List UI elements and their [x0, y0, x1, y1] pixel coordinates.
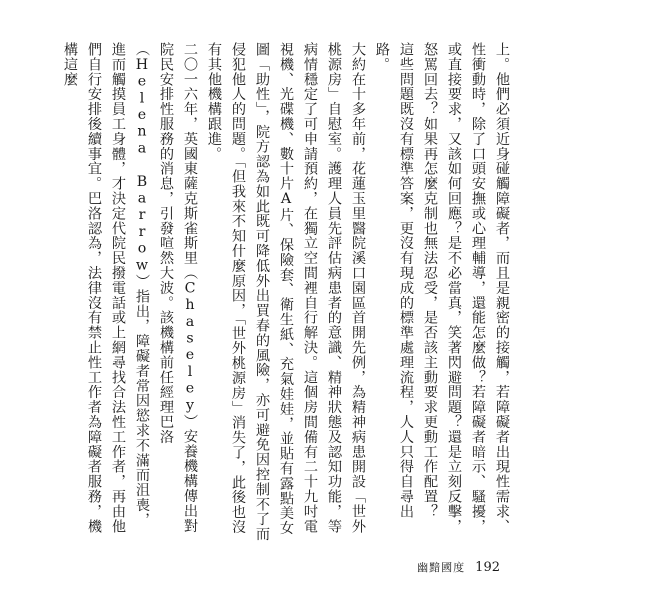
page-footer	[417, 559, 500, 575]
page-number: 192	[475, 560, 500, 575]
body-text-column	[62, 42, 514, 542]
running-title: 幽黯國度	[417, 561, 466, 574]
paragraph-1: 上。他們必須近身碰觸障礙者，而且是親密的接觸，若障礙者出現性需求、性衝動時，除了口頭安撫或心理輔導，還能怎麼做？若障礙者暗示、騷擾，或直接要求，又該如何回應？是不必當真，笑著閃避問題？還是立刻反擊，怒罵回去？如果再怎麼克制也無法忍受，是否該主動要求更動工作配置？	[422, 42, 510, 534]
paragraph-3: 大約在十多年前，花蓮玉里醫院溪口園區首開先例，為精神病患開設「世外桃源房」自慰室。護理人員先評估病患者的意識、精神狀態及認知功能，等病情穩定了可申請預約，在獨立空間裡自行解決。這個房間備有二十九吋電視機、光碟機、數十片A片、保險套、衛生紙、充氣娃娃，並貼有露點美女圖「助性」，院方認為如此既可降低外出買春的風險，亦可避免因控制不了而侵犯他人的問題。「但我來不知什麼原因，「世外桃源房」消失了，此後也沒有其他機構跟進。	[206, 42, 366, 542]
paragraph-2: 這些問題既沒有標準答案，更沒有現成的標準處理流程，人人只得自尋出路。	[374, 42, 414, 519]
paragraph-4: 二〇一六年，英國東薩克斯雀斯里（Chaseley）安養機構傳出對院民安排性服務的消息，引發喧然大波。該機構前任經理巴洛（Helena Barrow）指出，障礙者常因慾求不滿而沮喪，進而觸摸員工身體，才決定代院民撥電話或上網尋找合法性工作者，再由他們自行安排後續事宜。巴洛認為，法律沒有禁止性工作者為障礙者服務，機構這麼	[62, 42, 198, 534]
